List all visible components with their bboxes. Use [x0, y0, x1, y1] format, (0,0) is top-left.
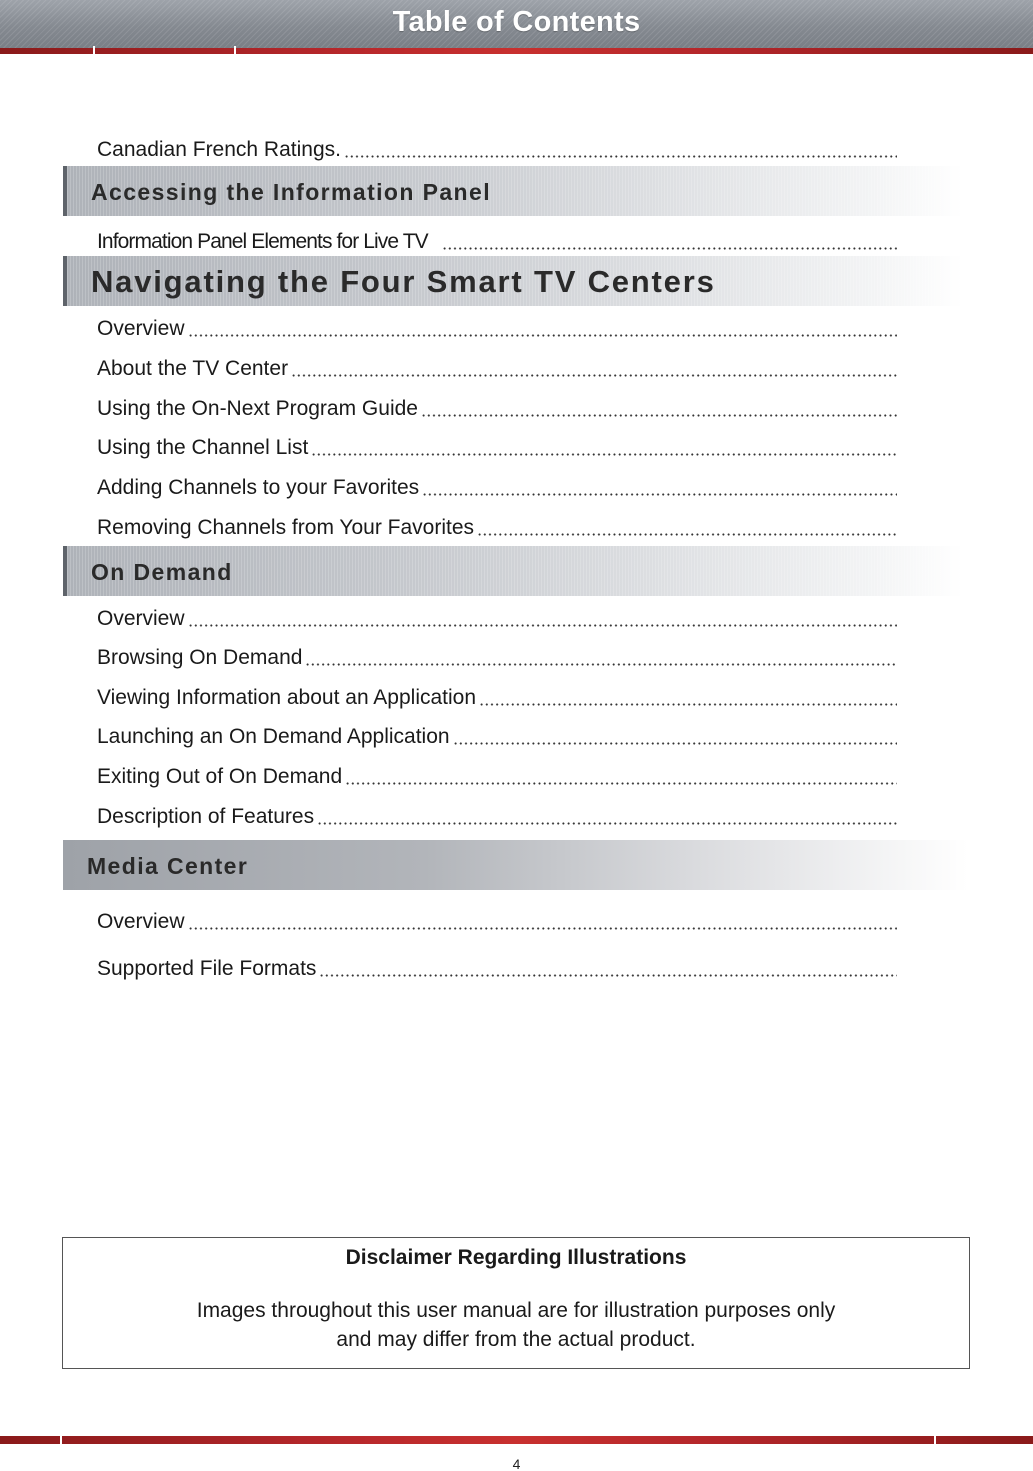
section-header-media-center	[63, 840, 968, 890]
toc-entry-browsing-on-demand[interactable]	[97, 644, 897, 670]
page-title: Table of Contents	[392, 6, 641, 38]
dot-leader	[305, 663, 897, 666]
page-number: 4	[512, 1456, 521, 1471]
toc-entry-label: Information Panel Elements for Live TV	[97, 230, 428, 253]
dot-leader	[422, 493, 897, 496]
toc-entry-label: Adding Channels to your Favorites	[97, 476, 420, 499]
toc-entry-about-tv-center[interactable]	[97, 355, 897, 381]
toc-entry-label: Launching an On Demand Application	[97, 725, 450, 748]
header-band	[0, 0, 1033, 48]
toc-entry-label: Using the Channel List	[97, 436, 309, 459]
section-header-smart-tv-centers	[63, 256, 963, 306]
toc-entry-label: Overview	[97, 317, 185, 340]
toc-entry-supported-file-formats[interactable]	[97, 955, 897, 981]
toc-entry-description-of-features[interactable]	[97, 803, 897, 829]
dot-leader	[188, 334, 897, 337]
toc-entry-removing-favorites[interactable]	[97, 514, 897, 540]
dot-leader	[453, 742, 897, 745]
section-title: Accessing the Information Panel	[91, 179, 491, 205]
dot-leader	[479, 703, 897, 706]
header-divider-notch	[93, 46, 95, 54]
toc-entry-label: Overview	[97, 607, 185, 630]
toc-entry-label: About the TV Center	[97, 357, 289, 380]
section-header-on-demand	[63, 546, 963, 596]
toc-entry-viewing-information[interactable]	[97, 684, 897, 710]
toc-entry-label: Viewing Information about an Application	[97, 686, 477, 709]
header-divider-notch	[234, 46, 236, 54]
toc-entry-label: Supported File Formats	[97, 957, 317, 980]
toc-entry-label: Exiting Out of On Demand	[97, 765, 343, 788]
dot-leader	[188, 624, 897, 627]
disclaimer-body	[63, 1296, 969, 1354]
footer-divider-notch	[60, 1436, 62, 1444]
toc-entry-label: Removing Channels from Your Favorites	[97, 516, 475, 539]
section-title: Navigating the Four Smart TV Centers	[91, 264, 716, 299]
toc-entry-information-panel-elements[interactable]	[97, 228, 897, 254]
section-title: On Demand	[91, 559, 233, 585]
dot-leader	[291, 374, 897, 377]
toc-entry-channel-list[interactable]	[97, 434, 897, 460]
footer-divider-notch	[934, 1436, 936, 1444]
dot-leader	[317, 822, 897, 825]
disclaimer-box	[62, 1237, 970, 1369]
dot-leader	[442, 247, 897, 250]
toc-entry-overview[interactable]	[97, 315, 897, 341]
disclaimer-line: Images throughout this user manual are for illustration purposes only	[196, 1299, 836, 1322]
section-title: Media Center	[87, 853, 249, 879]
header-accent-line	[0, 48, 1033, 54]
toc-entry-adding-favorites[interactable]	[97, 474, 897, 500]
toc-entry-canadian-french-ratings[interactable]	[97, 136, 897, 162]
dot-leader	[344, 155, 897, 158]
dot-leader	[421, 414, 897, 417]
dot-leader	[311, 453, 897, 456]
dot-leader	[345, 782, 897, 785]
toc-entry-label: Using the On-Next Program Guide	[97, 397, 418, 420]
footer-accent-line	[0, 1436, 1033, 1444]
toc-entry-label: Overview	[97, 910, 185, 933]
toc-entry-label: Canadian French Ratings.	[97, 138, 341, 161]
toc-entry-label: Description of Features	[97, 805, 315, 828]
toc-entry-on-next-program-guide[interactable]	[97, 395, 897, 421]
toc-entry-overview[interactable]	[97, 605, 897, 631]
section-header-information-panel	[63, 166, 963, 216]
toc-entry-exiting-on-demand[interactable]	[97, 763, 897, 789]
dot-leader	[477, 533, 897, 536]
toc-entry-overview[interactable]	[97, 908, 897, 934]
toc-entry-launching-application[interactable]	[97, 723, 897, 749]
toc-entry-label: Browsing On Demand	[97, 646, 303, 669]
disclaimer-line: and may differ from the actual product.	[336, 1328, 696, 1351]
disclaimer-title: Disclaimer Regarding Illustrations	[345, 1246, 687, 1269]
dot-leader	[188, 927, 897, 930]
dot-leader	[319, 974, 897, 977]
